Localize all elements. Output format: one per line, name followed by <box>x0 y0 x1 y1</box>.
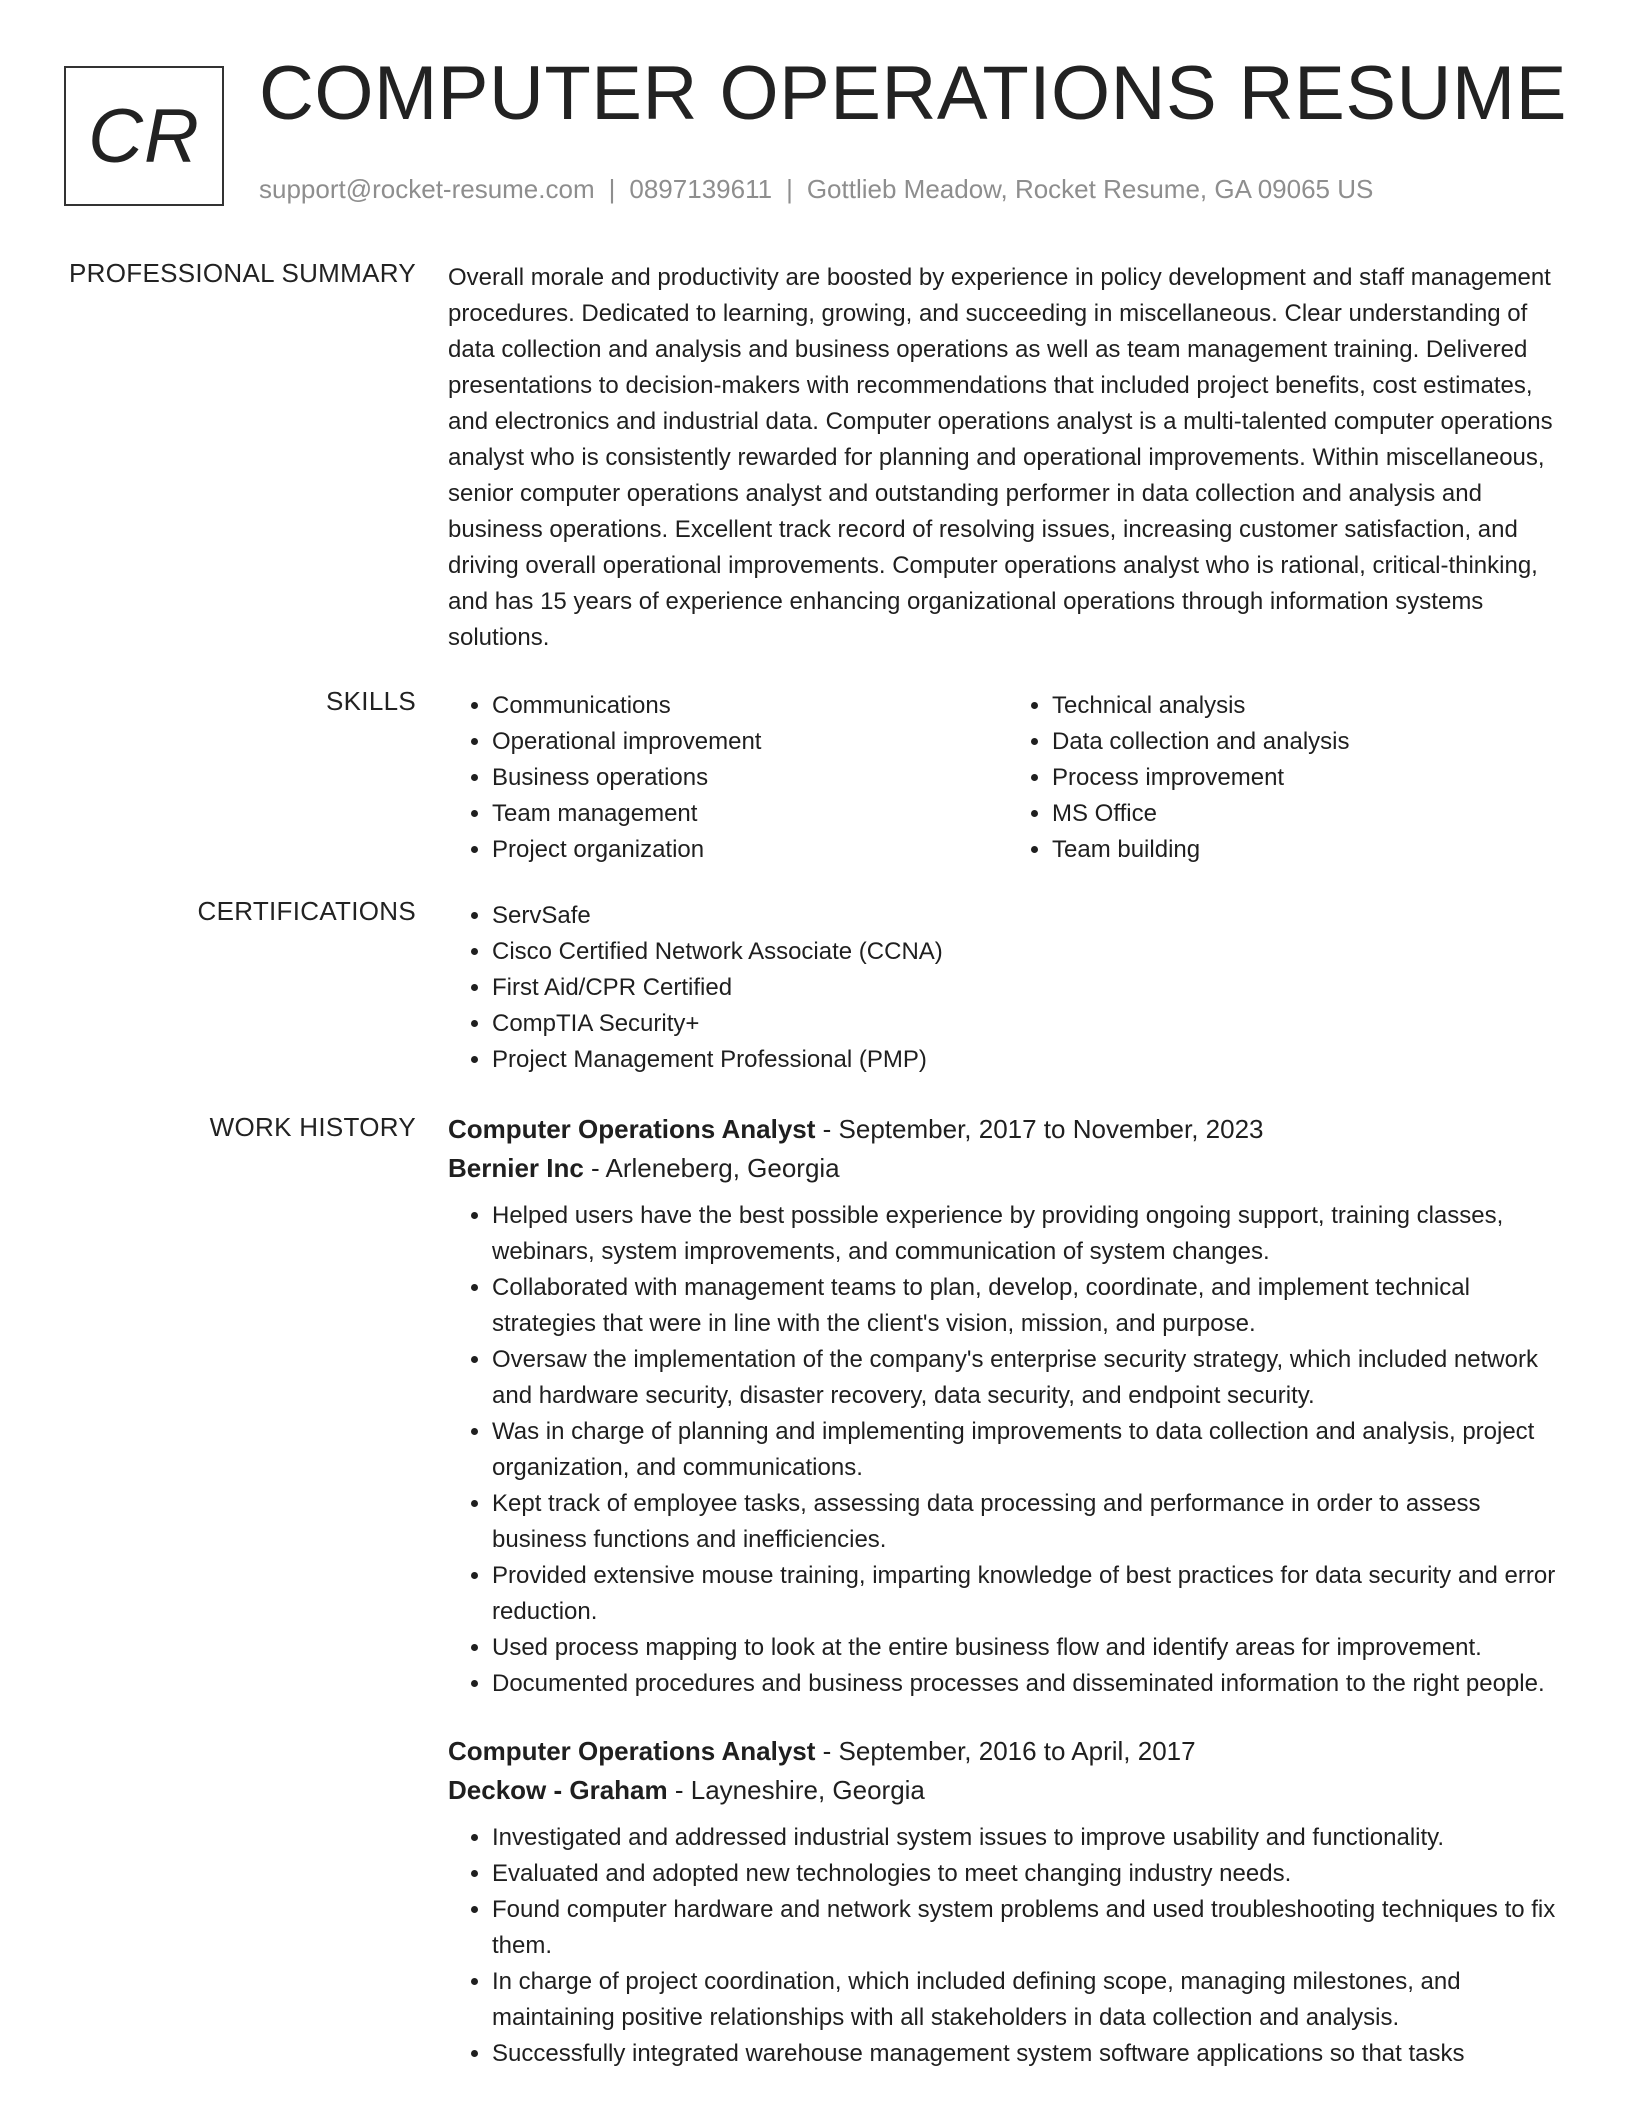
job-location: - Arleneberg, Georgia <box>583 1153 840 1183</box>
job-company-line <box>448 1770 1568 1810</box>
certification-item: • Cisco Certified Network Associate (CCNA) <box>492 934 1568 970</box>
contact-separator: | <box>608 174 616 204</box>
skills-body <box>448 688 1568 868</box>
job-bullet: • Evaluated and adopted new technologies to meet changing industry needs. <box>492 1856 1568 1892</box>
skill-item: • Process improvement <box>1052 760 1568 796</box>
skill-item: • MS Office <box>1052 796 1568 832</box>
job-bullet: • Collaborated with management teams to plan, develop, coordinate, and implement technical strategies that were in line with the client's vision, mission, and purpose. <box>492 1270 1568 1342</box>
skill-item: • Business operations <box>492 760 1008 796</box>
skill-item: • Technical analysis <box>1052 688 1568 724</box>
skills-list-left <box>448 688 1008 868</box>
job-bullet: • Successfully integrated warehouse management system software applications so that tasks <box>492 2036 1568 2072</box>
certification-item: • First Aid/CPR Certified <box>492 970 1568 1006</box>
skill-item: • Operational improvement <box>492 724 1008 760</box>
job-location: - Layneshire, Georgia <box>667 1775 925 1805</box>
work-history-label: WORK HISTORY <box>209 1112 416 1142</box>
job-title: Computer Operations Analyst <box>448 1736 816 1766</box>
job-bullet: • In charge of project coordination, which included defining scope, managing milestones, and maintaining positive relationships with all stakeholders in data collection and analysis. <box>492 1964 1568 2036</box>
job-bullets <box>448 1820 1568 2072</box>
skill-item: • Project organization <box>492 832 1008 868</box>
summary-label: PROFESSIONAL SUMMARY <box>69 258 416 288</box>
job-dates: - September, 2017 to November, 2023 <box>815 1114 1264 1144</box>
skill-item: • Data collection and analysis <box>1052 724 1568 760</box>
summary-body <box>448 260 1568 656</box>
job-bullet: • Helped users have the best possible experience by providing ongoing support, training classes, webinars, system improvements, and communication of system changes. <box>492 1198 1568 1270</box>
contact-line <box>259 174 1373 205</box>
job-bullet: • Kept track of employee tasks, assessing data processing and performance in order to assess business functions and inefficiencies. <box>492 1486 1568 1558</box>
contact-address: Gottlieb Meadow, Rocket Resume, GA 09065 US <box>806 174 1374 204</box>
job-company-line <box>448 1148 1568 1188</box>
job-title-line <box>448 1732 1568 1770</box>
summary-text: Overall morale and productivity are boosted by experience in policy development and staff management procedures. Dedicated to learning, growing, and succeeding in miscellaneous. Clear understanding of data collection and analysis and business operations as well as team management training. Delivered presentations to decision-makers with recommendations that included project benefits, cost estimates, and electronics and industrial data. Computer operations analyst is a multi-talented computer operations analyst who is consistently rewarded for planning and operational improvements. Within miscellaneous, senior computer operations analyst and outstanding performer in data collection and analysis and business operations. Excellent track record of resolving issues, increasing customer satisfaction, and driving overall operational improvements. Computer operations analyst who is rational, critical-thinking, and has 15 years of experience enhancing organizational operations through information systems solutions. <box>448 264 1553 651</box>
skills-list-right <box>1008 688 1568 868</box>
contact-email: support@rocket-resume.com <box>259 174 595 204</box>
monogram-initials: CR <box>88 93 200 179</box>
job-company: Deckow - Graham <box>448 1775 668 1805</box>
job-bullet: • Was in charge of planning and implementing improvements to data collection and analysis, project organization, and communications. <box>492 1414 1568 1486</box>
skill-item: • Team management <box>492 796 1008 832</box>
job-bullet: • Provided extensive mouse training, imparting knowledge of best practices for data security and error reduction. <box>492 1558 1568 1630</box>
certification-item: • Project Management Professional (PMP) <box>492 1042 1568 1078</box>
job-entry <box>448 1110 1568 1702</box>
certifications-label: CERTIFICATIONS <box>197 896 416 926</box>
certifications-list <box>448 898 1568 1078</box>
job-title: Computer Operations Analyst <box>448 1114 816 1144</box>
certification-item: • ServSafe <box>492 898 1568 934</box>
contact-phone: 0897139611 <box>629 174 773 204</box>
resume-title: COMPUTER OPERATIONS RESUME <box>259 51 1567 136</box>
job-bullet: • Investigated and addressed industrial system issues to improve usability and functionality. <box>492 1820 1568 1856</box>
skills-label: SKILLS <box>326 686 416 716</box>
certifications-body <box>448 898 1568 1078</box>
job-bullet: • Oversaw the implementation of the company's enterprise security strategy, which included network and hardware security, disaster recovery, data security, and endpoint security. <box>492 1342 1568 1414</box>
job-bullets <box>448 1198 1568 1702</box>
contact-separator: | <box>786 174 793 204</box>
job-bullet: • Found computer hardware and network system problems and used troubleshooting techniques to fix them. <box>492 1892 1568 1964</box>
job-company: Bernier Inc <box>448 1153 584 1183</box>
certification-item: • CompTIA Security+ <box>492 1006 1568 1042</box>
job-bullet: • Used process mapping to look at the entire business flow and identify areas for improvement. <box>492 1630 1568 1666</box>
job-dates: - September, 2016 to April, 2017 <box>815 1736 1196 1766</box>
job-bullet: • Documented procedures and business processes and disseminated information to the right people. <box>492 1666 1568 1702</box>
monogram-box <box>64 66 224 206</box>
skill-item: • Team building <box>1052 832 1568 868</box>
job-entry <box>448 1732 1568 2072</box>
job-title-line <box>448 1110 1568 1148</box>
work-history-body <box>448 1110 1568 2072</box>
skill-item: • Communications <box>492 688 1008 724</box>
